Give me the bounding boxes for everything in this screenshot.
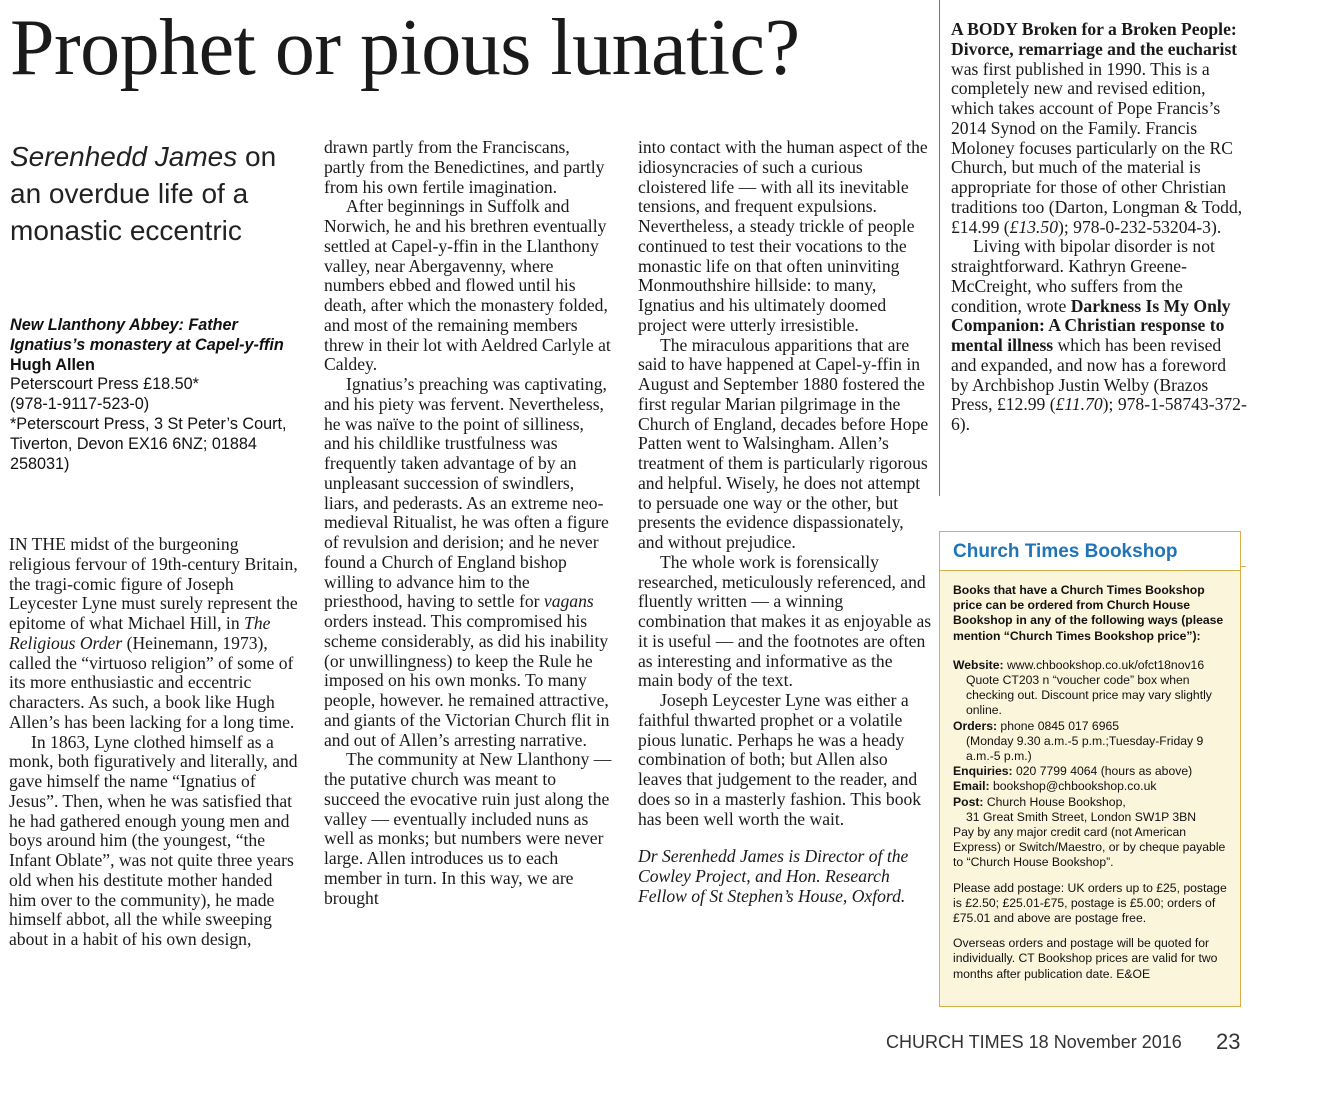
bookshop-intro: Books that have a Church Times Bookshop price can be ordered from Church House Bookshop in any of the following ways (please mention “Church Times Bookshop price”): <box>953 583 1224 643</box>
article-paragraph: Ignatius’s preaching was captivating, and his piety was fervent. Nevertheless, he was naïve to the point of silliness, and his childlike trustfulness was frequently taken advantage of by an unpleasant succession of swindlers, liars, and pederasts. As an extreme neo-medieval Ritualist, he was often a figure of revulsion and derision; and he never found a Church of England bishop willing to advance him to the priesthood, having to settle for vagans orders instead. This compromised his scheme considerably, as did his inability (or unwillingness) to keep the Rule he imposed on his own monks. To many people, however. he remained attractive, and giants of the Victorian Church flit in and out of Allen’s arresting narrative. <box>324 374 610 750</box>
book-note: A BODY Broken for a Broken People: Divorce, remarriage and the eucharist was first published in 1990. This is a completely new and revised edition, which takes account of Pope Francis’s 2014 Synod on the Family. Francis Moloney focuses particularly on the RC Church, but much of the material is appropriate for those of other Christian traditions too (Darton, Longman & Todd, £14.99 (£13.50); 978-0-232-53204-3). <box>951 20 1243 237</box>
book-publisher: Peterscourt Press £18.50* <box>10 375 199 394</box>
article-paragraph: The miraculous apparitions that are said to have happened at Capel-y-ffin in August and September 1880 fostered the first regular Marian pilgrimage in the Church of England, decades before Hope Patten went to Walsingham. Allen’s treatment of them is particularly rigorous and helpful. Wisely, he does not attempt to persuade one way or the other, but presents the evidence dispassionately, and without prejudice. <box>638 334 929 552</box>
reviewer-signature: Dr Serenhedd James is Director of the Cowley Project, and Hon. Research Fellow of St Stephen’s House, Oxford. <box>638 846 909 906</box>
bookshop-website: Website: www.chbookshop.co.uk/ofct18nov16 Quote CT203 n “voucher code” box when checking out. Discount price may vary slightly online. <box>953 657 1212 718</box>
page-number: 23 <box>1216 1029 1241 1054</box>
article-paragraph: Joseph Leycester Lyne was either a faithful thwarted prophet or a volatile pious lunatic. Perhaps he was a heady combination of both; but Allen also leaves that judgement to the reader, and does so in a masterly fashion. This book has been well worth the wait. <box>638 690 922 829</box>
article-paragraph: After beginnings in Suffolk and Norwich, he and his brethren eventually settled at Capel-y-ffin in the Llanthony valley, near Abergavenny, where numbers ebbed and flowed until his death, after which the monastery folded, and most of the remaining members threw in their lot with Aeldred Carlyle at Caldey. <box>324 196 611 375</box>
box-corner-mark <box>1240 566 1246 567</box>
bookshop-postage: Please add postage: UK orders up to £25, postage is £2.50; £25.01-£75, postage is £5.00; orders of £75.01 and above are postage free. <box>953 880 1227 926</box>
bookshop-price: £13.50 <box>1009 216 1059 237</box>
standfirst <box>10 138 300 249</box>
headline: Prophet or pious lunatic? <box>10 4 800 92</box>
page-footer: CHURCH TIMES 18 November 2016 <box>886 1032 1182 1052</box>
book-address: *Peterscourt Press, 3 St Peter’s Court, Tiverton, Devon EX16 6NZ; 01884 258031) <box>10 414 287 473</box>
article-paragraph: drawn partly from the Franciscans, partly from the Benedictines, and partly from his own fertile imagination. <box>324 138 605 197</box>
bookshop-email-link[interactable]: bookshop@chbookshop.co.uk <box>989 779 1157 794</box>
article-paragraph: The whole work is forensically researched, meticulously referenced, and fluently written — a winning combination that makes it as enjoyable as it is useful — and the footnotes are often as interesting and informative as the main body of the text. <box>638 551 932 691</box>
book-isbn: (978-1-9117-523-0) <box>10 395 150 414</box>
article-column-2 <box>324 138 612 1011</box>
article-column-1 <box>9 535 301 1011</box>
article-paragraph: into contact with the human aspect of the idiosyncracies of such a curious cloistered life — with all its inevitable tensions, and frequent expulsions. Nevertheless, a steady trickle of people continued to test their vocations to the monastic life on that often uninviting Monmouthshire hillside: to many, Ignatius and his ultimately doomed project were utterly irresistible. <box>638 138 928 335</box>
book-note-title: Darkness Is My Only Companion: A Christian response to mental illness <box>951 295 1231 355</box>
bookshop-email: Email: bookshop@chbookshop.co.uk <box>953 779 1157 794</box>
bookshop-price: £11.70 <box>1055 394 1103 415</box>
standfirst-text: on an overdue life of a monastic eccentric <box>10 141 277 246</box>
bookshop-payment: Pay by any major credit card (not American Express) or Switch/Maestro, or by cheque payable to “Church House Bookshop”. <box>953 825 1226 870</box>
book-note-title: A BODY Broken for a Broken People: Divorce, remarriage and the eucharist <box>951 20 1238 59</box>
bookshop-post: Post: Church House Bookshop, 31 Great Smith Street, London SW1P 3BN <box>953 794 1197 824</box>
article-paragraph: In 1863, Lyne clothed himself as a monk, both figuratively and literally, and gave himself the name “Ignatius of Jesus”. Then, when he was satisfied that he had gathered enough young men and boys around him (the youngest, “the Infant Oblate”, was not quite three years old when his destitute mother handed him over to the community), he made himself abbot, all the while sweeping about in a habit of his own design, <box>9 731 298 949</box>
book-notes-column <box>951 20 1247 496</box>
bookshop-orders: Orders: phone 0845 017 6965 (Monday 9.30 a.m.-5 p.m.;Tuesday-Friday 9 a.m.-5 p.m.) <box>953 718 1204 764</box>
column-divider <box>939 0 940 496</box>
book-details <box>10 316 305 474</box>
book-author: Hugh Allen <box>10 355 95 374</box>
standfirst-author: Serenhedd James <box>10 141 238 172</box>
book-note: Living with bipolar disorder is not straightforward. Kathryn Greene-McCreight, who suffers from the condition, wrote Darkness Is My Only Companion: A Christian response to mental illness which has been revised and expanded, and now has a foreword by Archbishop Justin Welby (Brazos Press, £12.99 (£11.70); 978-1-58743-372-6). <box>951 236 1247 434</box>
bookshop-title: Church Times Bookshop <box>953 541 1178 562</box>
article-column-3 <box>638 138 932 1011</box>
bookshop-body <box>953 583 1233 992</box>
bookshop-header <box>940 532 1240 571</box>
bookshop-box <box>939 531 1241 1007</box>
bookshop-overseas: Overseas orders and postage will be quoted for individually. CT Bookshop prices are valid for two months after publication date. E&OE <box>953 936 1218 981</box>
article-paragraph: The community at New Llanthony — the putative church was meant to succeed the evocative ruin just along the valley — eventually included nuns as well as monks; but numbers were never large. Allen introduces us to each member in turn. In this way, we are brought <box>324 749 612 908</box>
article-paragraph: IN THE midst of the burgeoning religious fervour of 19th-century Britain, the tragi-comic figure of Joseph Leycester Lyne must surely represent the epitome of what Michael Hill, in The Religious Order (Heinemann, 1973), called the “virtuoso religion” of some of its more enthusiastic and eccentric characters. As such, a book like Hugh Allen’s has been lacking for a long time. <box>9 535 298 732</box>
book-title: New Llanthony Abbey: Father Ignatius’s monastery at Capel-y-ffin <box>10 316 284 354</box>
bookshop-enquiries: Enquiries: 020 7799 4064 (hours as above) <box>953 764 1193 779</box>
bookshop-website-link[interactable]: www.chbookshop.co.uk/ofct18nov16 <box>1003 657 1205 672</box>
